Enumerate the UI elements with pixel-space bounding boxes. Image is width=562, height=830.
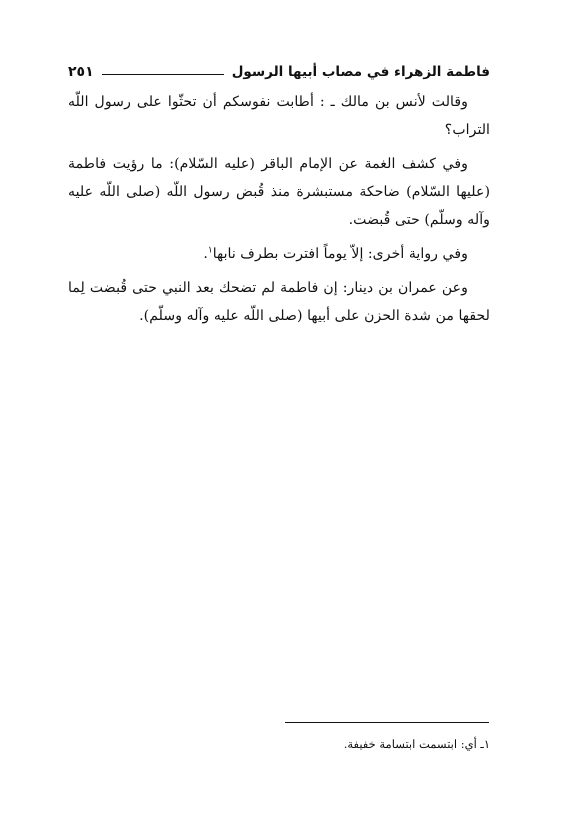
paragraph-3 [68, 240, 490, 268]
footnote-separator [285, 722, 489, 723]
page-number: ٢٥١ [68, 64, 94, 80]
running-header [68, 60, 490, 84]
paragraph-3-text: وفي رواية أخرى: إلاّ يوماً افترت بطرف نابها [212, 246, 468, 262]
main-text [68, 88, 490, 330]
footnote-marker: ١ [207, 245, 213, 256]
paragraph-2: وفي كشف الغمة عن الإمام الباقر (عليه السّلام): ما رؤيت فاطمة (عليها السّلام) ضاحكة مستبشرة منذ قُبض رسول اللّه (صلى اللّه عليه وآله وسلّم) حتى قُبضت. [68, 156, 490, 228]
header-title: فاطمة الزهراء في مصاب أبيها الرسول [231, 64, 490, 80]
header-rule [102, 74, 224, 75]
footnote: ١ـ أي: ابتسمت ابتسامة خفيفة. [343, 737, 490, 751]
paragraph-1: وقالت لأنس بن مالك ـ : أطابت نفوسكم أن تحثّوا على رسول اللّه التراب؟ [68, 94, 490, 138]
paragraph-3-end: . [203, 246, 208, 262]
paragraph-4: وعن عمران بن دينار: إن فاطمة لم تضحك بعد النبي حتى قُبضت لِما لحقها من شدة الحزن على أبيها (صلى اللّه عليه وآله وسلّم). [68, 280, 490, 324]
